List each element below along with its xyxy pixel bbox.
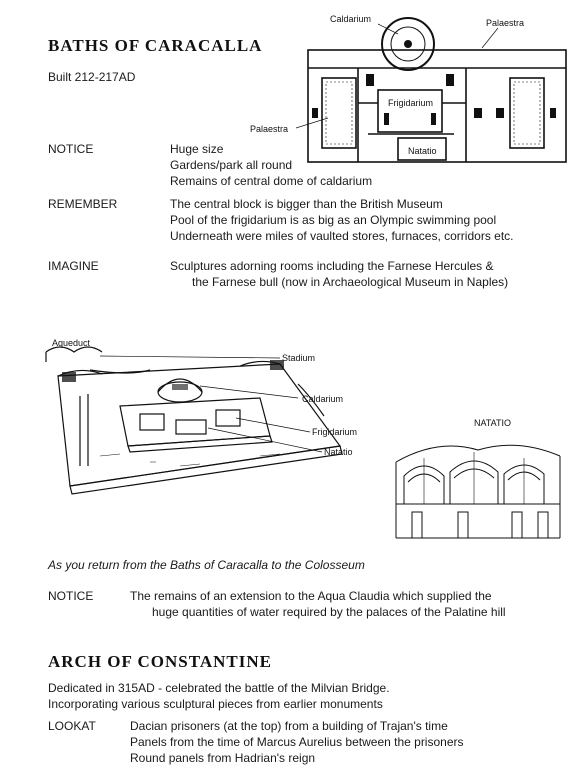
plan-label-palaestra-right: Palaestra [486, 18, 525, 28]
lookat-label: LOOKAT [48, 719, 96, 733]
notice-line: Huge size [170, 142, 224, 156]
return-heading: As you return from the Baths of Caracalla to the Colosseum [48, 558, 365, 572]
recon-label-stadium: Stadium [282, 353, 316, 363]
recon-label-aqueduct: Aqueduct [52, 338, 91, 348]
natatio-sketch-label: NATATIO [474, 418, 511, 428]
imagine-label: IMAGINE [48, 259, 99, 273]
lookat-line: Panels from the time of Marcus Aurelius between the prisoners [130, 735, 464, 749]
recon-label-caldarium: Caldarium [302, 394, 344, 404]
plan-label-palaestra-left: Palaestra [250, 124, 289, 134]
baths-built-date: Built 212-217AD [48, 70, 136, 84]
notice-line: Gardens/park all round [170, 158, 293, 172]
baths-reconstruction-drawing [40, 336, 370, 496]
return-notice-line: huge quantities of water required by the palaces of the Palatine hill [152, 605, 506, 619]
notice-line: Remains of central dome of caldarium [170, 174, 373, 188]
imagine-line: Sculptures adorning rooms including the Farnese Hercules & [170, 259, 494, 273]
natatio-sketch [388, 412, 566, 546]
arch-intro-line: Dedicated in 315AD - celebrated the battle of the Milvian Bridge. [48, 681, 390, 695]
plan-label-caldarium: Caldarium [330, 14, 372, 24]
baths-floor-plan [248, 8, 568, 168]
remember-line: Pool of the frigidarium is as big as an Olympic swimming pool [170, 213, 497, 227]
remember-line: The central block is bigger than the British Museum [170, 197, 443, 211]
plan-label-frigidarium: Frigidarium [388, 98, 434, 108]
return-notice-label: NOTICE [48, 589, 94, 603]
lookat-line: Dacian prisoners (at the top) from a building of Trajan's time [130, 719, 448, 733]
lookat-line: Round panels from Hadrian's reign [130, 751, 316, 765]
baths-title: BATHS OF CARACALLA [48, 36, 263, 55]
imagine-line: the Farnese bull (now in Archaeological Museum in Naples) [192, 275, 509, 289]
arch-title: ARCH OF CONSTANTINE [48, 652, 272, 671]
recon-label-natatio: Natatio [324, 447, 353, 457]
return-notice-line: The remains of an extension to the Aqua Claudia which supplied the [130, 589, 492, 603]
notice-label: NOTICE [48, 142, 94, 156]
remember-label: REMEMBER [48, 197, 118, 211]
plan-label-natatio: Natatio [408, 146, 437, 156]
remember-line: Underneath were miles of vaulted stores, furnaces, corridors etc. [170, 229, 514, 243]
arch-intro-line: Incorporating various sculptural pieces from earlier monuments [48, 697, 383, 711]
recon-label-frigidarium: Frigidarium [312, 427, 358, 437]
